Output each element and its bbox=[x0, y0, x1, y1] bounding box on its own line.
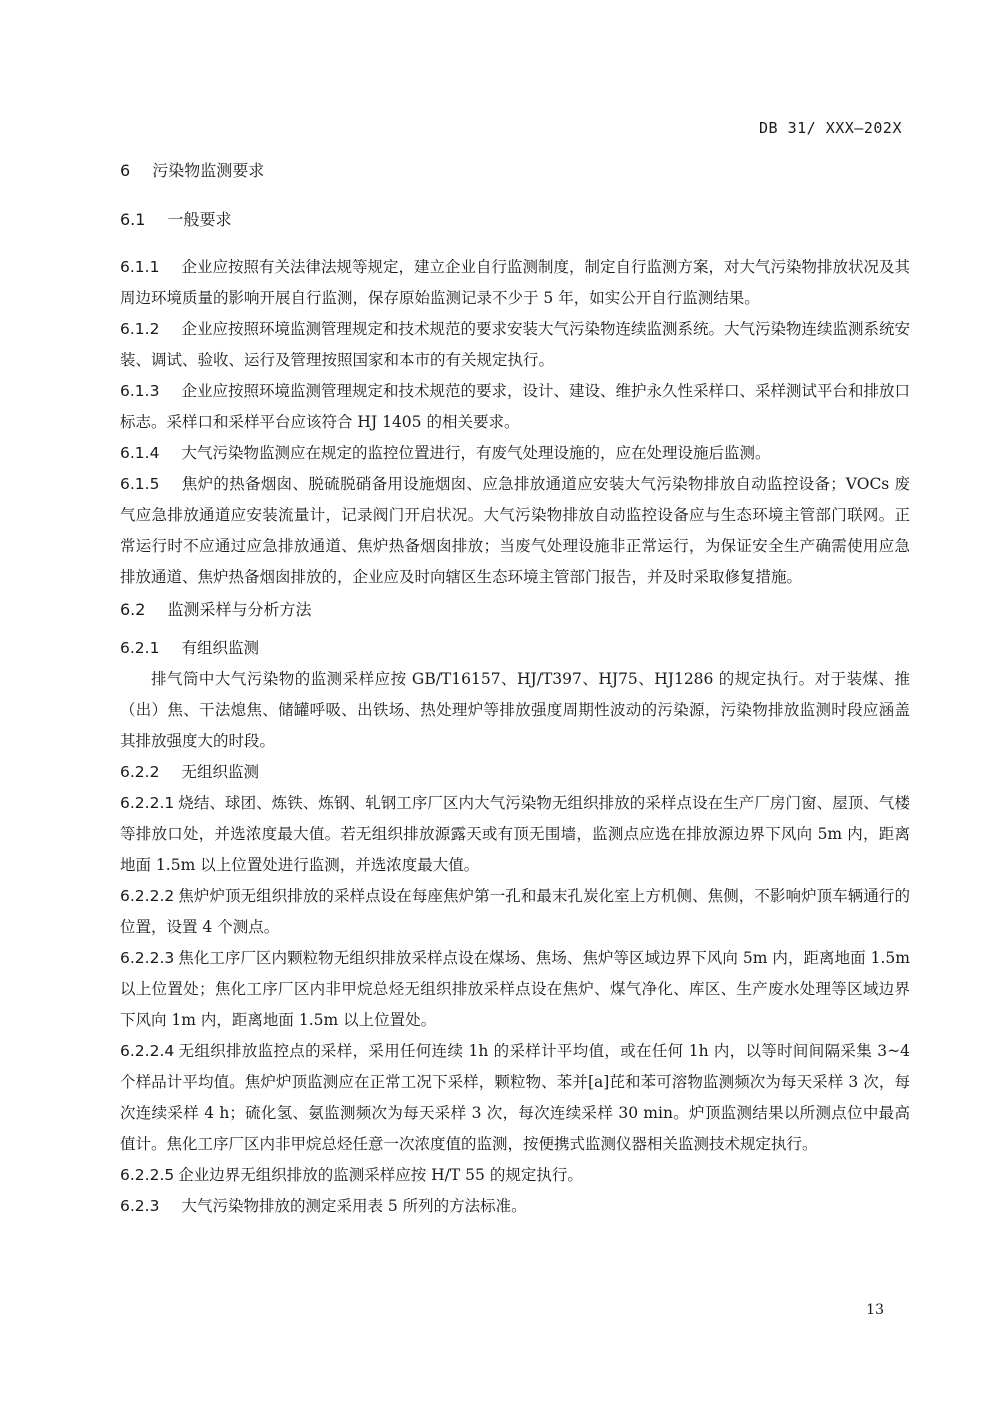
clause-6-2-2-2 bbox=[120, 881, 910, 943]
subsection-6-2-1-text: 排气筒中大气污染物的监测采样应按 GB/T16157、HJ/T397、HJ75、HJ1286 的规定执行。对于装煤、推（出）焦、干法熄焦、储罐呼吸、出铁场、热处理炉等排放强度周期性波动的污染源，污染物排放监测时段应涵盖其排放强度大的时段。 bbox=[120, 670, 910, 750]
subsection-6-2-1-heading bbox=[120, 633, 910, 664]
clause-6-1-3 bbox=[120, 376, 910, 438]
section-number: 6 bbox=[120, 161, 131, 180]
page-number: 13 bbox=[866, 1302, 884, 1318]
clause-6-2-2-5 bbox=[120, 1160, 910, 1191]
subsection-title: 无组织监测 bbox=[181, 763, 259, 781]
clause-text: 大气污染物监测应在规定的监控位置进行，有废气处理设施的，应在处理设施后监测。 bbox=[181, 444, 771, 462]
clause-number: 6.2.2.1 bbox=[120, 794, 175, 812]
document-body bbox=[120, 158, 910, 1222]
clause-number: 6.1.1 bbox=[120, 258, 160, 276]
clause-text: 企业应按照有关法律法规等规定，建立企业自行监测制度，制定自行监测方案，对大气污染物排放状况及其周边环境质量的影响开展自行监测，保存原始监测记录不少于 5 年，如实公开自行监测结果。 bbox=[120, 258, 910, 307]
clause-6-1-2 bbox=[120, 314, 910, 376]
clause-text: 焦炉炉顶无组织排放的采样点设在每座焦炉第一孔和最末孔炭化室上方机侧、焦侧，不影响炉顶车辆通行的位置，设置 4 个测点。 bbox=[120, 887, 910, 936]
clause-text: 大气污染物排放的测定采用表 5 所列的方法标准。 bbox=[181, 1197, 527, 1215]
clause-6-1-1 bbox=[120, 252, 910, 314]
section-title: 污染物监测要求 bbox=[152, 161, 265, 180]
clause-text: 企业边界无组织排放的监测采样应按 H/T 55 的规定执行。 bbox=[178, 1166, 583, 1184]
clause-number: 6.1.2 bbox=[120, 320, 160, 338]
document-code: DB 31/ XXX—202X bbox=[759, 119, 902, 137]
clause-text: 无组织排放监控点的采样，采用任何连续 1h 的采样计平均值，或在任何 1h 内，以等时间间隔采集 3~4 个样品计平均值。焦炉炉顶监测应在正常工况下采样，颗粒物、苯并[a]芘和苯可溶物监测频次为每天采样 3 次，每次连续采样 4 h；硫化氢、氨监测频次为每天采样 3 次，每次连续采样 30 min。炉顶监测结果以所测点位中最高值计。焦化工序厂区内非甲烷总烃任意一次浓度值的监测，按便携式监测仪器相关监测技术规定执行。 bbox=[120, 1042, 910, 1153]
clause-number: 6.2.2.5 bbox=[120, 1166, 175, 1184]
clause-number: 6.2.2.2 bbox=[120, 887, 175, 905]
section-title: 一般要求 bbox=[167, 210, 232, 229]
section-title: 监测采样与分析方法 bbox=[167, 600, 312, 619]
clause-6-2-2-3 bbox=[120, 943, 910, 1036]
clause-text: 焦化工序厂区内颗粒物无组织排放采样点设在煤场、焦场、焦炉等区域边界下风向 5m 内，距离地面 1.5m 以上位置处；焦化工序厂区内非甲烷总烃无组织排放采样点设在焦炉、煤气净化、库区、生产废水处理等区域边界下风向 1m 内，距离地面 1.5m 以上位置处。 bbox=[120, 949, 910, 1029]
clause-number: 6.2.2.3 bbox=[120, 949, 175, 967]
clause-text: 企业应按照环境监测管理规定和技术规范的要求安装大气污染物连续监测系统。大气污染物连续监测系统安装、调试、验收、运行及管理按照国家和本市的有关规定执行。 bbox=[120, 320, 910, 369]
clause-6-2-2-4 bbox=[120, 1036, 910, 1160]
clause-number: 6.2.2.4 bbox=[120, 1042, 175, 1060]
clause-6-1-4 bbox=[120, 438, 910, 469]
clause-text: 企业应按照环境监测管理规定和技术规范的要求，设计、建设、维护永久性采样口、采样测试平台和排放口标志。采样口和采样平台应该符合 HJ 1405 的相关要求。 bbox=[120, 382, 910, 431]
clause-6-2-3 bbox=[120, 1191, 910, 1222]
section-number: 6.2 bbox=[120, 600, 146, 619]
section-6-heading bbox=[120, 158, 910, 184]
subsection-title: 有组织监测 bbox=[181, 639, 259, 657]
subsection-number: 6.2.2 bbox=[120, 763, 160, 781]
clause-6-2-2-1 bbox=[120, 788, 910, 881]
clause-number: 6.2.3 bbox=[120, 1197, 160, 1215]
clause-number: 6.1.3 bbox=[120, 382, 160, 400]
clause-text: 焦炉的热备烟囱、脱硫脱硝备用设施烟囱、应急排放通道应安装大气污染物排放自动监控设备；VOCs 废气应急排放通道应安装流量计，记录阀门开启状况。大气污染物排放自动监控设备应与生态环境主管部门联网。正常运行时不应通过应急排放通道、焦炉热备烟囱排放；当废气处理设施非正常运行，为保证安全生产确需使用应急排放通道、焦炉热备烟囱排放的，企业应及时向辖区生态环境主管部门报告，并及时采取修复措施。 bbox=[120, 475, 910, 586]
subsection-number: 6.2.1 bbox=[120, 639, 160, 657]
clause-number: 6.1.4 bbox=[120, 444, 160, 462]
clause-6-1-5 bbox=[120, 469, 910, 593]
subsection-6-2-2-heading bbox=[120, 757, 910, 788]
section-6-1-heading bbox=[120, 207, 910, 233]
section-6-2-heading bbox=[120, 597, 910, 623]
clause-text: 烧结、球团、炼铁、炼钢、轧钢工序厂区内大气污染物无组织排放的采样点设在生产厂房门窗、屋顶、气楼等排放口处，并选浓度最大值。若无组织排放源露天或有顶无围墙，监测点应选在排放源边界下风向 5m 内，距离地面 1.5m 以上位置处进行监测，并选浓度最大值。 bbox=[120, 794, 910, 874]
clause-number: 6.1.5 bbox=[120, 475, 160, 493]
section-number: 6.1 bbox=[120, 210, 146, 229]
